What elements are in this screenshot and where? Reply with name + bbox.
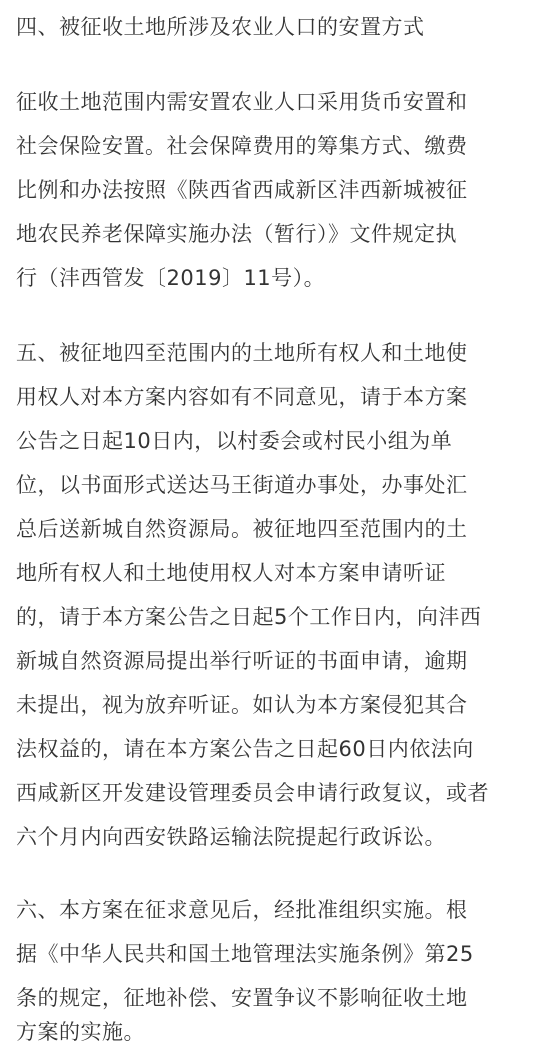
section-5-line: 新城自然资源局提出举行听证的书面申请，逾期 (16, 649, 468, 673)
section-5-line: 未提出，视为放弃听证。如认为本方案侵犯其合 (16, 693, 468, 717)
section-5-line: 的，请于本方案公告之日起5个工作日内，向沣西 (16, 605, 482, 629)
section-6-line: 条的规定，征地补偿、安置争议不影响征收土地 (16, 986, 468, 1010)
section-4-line: 地农民养老保障实施办法（暂行）》文件规定执 (16, 222, 457, 246)
section-5-line: 公告之日起10日内，以村委会或村民小组为单 (16, 429, 453, 453)
section-6-line: 六、本方案在征求意见后，经批准组织实施。根 (16, 898, 468, 922)
section-5-line: 六个月内向西安铁路运输法院提起行政诉讼。 (16, 825, 446, 849)
section-5-line: 地所有权人和土地使用权人对本方案申请听证 (16, 561, 446, 585)
section-5-line: 位，以书面形式送达马王街道办事处，办事处汇 (16, 473, 468, 497)
section-6-line: 据《中华人民共和国土地管理法实施条例》第25 (16, 942, 474, 966)
section-4-line: 行（沣西管发〔2019〕11号）。 (16, 266, 326, 290)
section-5-line: 总后送新城自然资源局。被征地四至范围内的土 (16, 517, 468, 541)
section-5-line: 西咸新区开发建设管理委员会申请行政复议，或者 (16, 781, 489, 805)
section-6-line: 方案的实施。 (16, 1020, 145, 1044)
section-5-line: 用权人对本方案内容如有不同意见，请于本方案 (16, 385, 468, 409)
section-5-line: 五、被征地四至范围内的土地所有权人和土地使 (16, 341, 468, 365)
section-4-heading: 四、被征收土地所涉及农业人口的安置方式 (16, 15, 425, 39)
section-4-line: 征收土地范围内需安置农业人口采用货币安置和 (16, 90, 468, 114)
section-4-line: 比例和办法按照《陕西省西咸新区沣西新城被征 (16, 178, 468, 202)
section-5-line: 法权益的，请在本方案公告之日起60日内依法向 (16, 737, 474, 761)
section-4-line: 社会保险安置。社会保障费用的筹集方式、缴费 (16, 134, 468, 158)
